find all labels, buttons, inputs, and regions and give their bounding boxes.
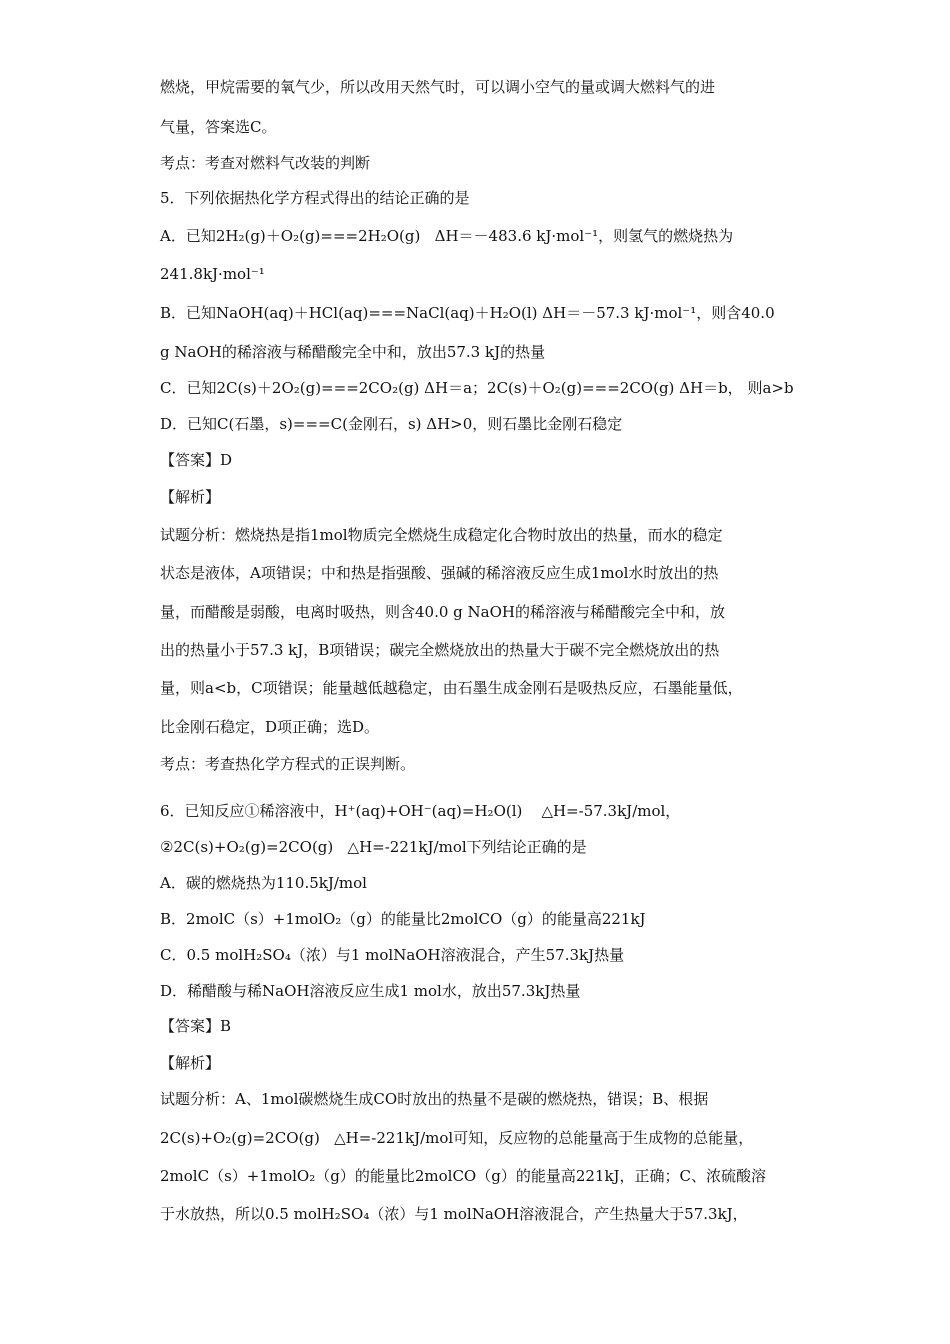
- text-line: 2C(s)+O₂(g)=2CO(g) △H=-221kJ/mol可知，反应物的总能量高于生成物的总能量，: [160, 1129, 754, 1147]
- answer-label: 【答案】D: [160, 451, 233, 469]
- text-line: 于水放热，所以0.5 molH₂SO₄（浓）与1 molNaOH溶液混合，产生热量大于57.3kJ，: [160, 1205, 748, 1223]
- option-line: C．0.5 molH₂SO₄（浓）与1 molNaOH溶液混合，产生57.3kJ热量: [160, 946, 625, 964]
- text-line: 量，而醋酸是弱酸，电离时吸热，则含40.0 g NaOH的稀溶液与稀醋酸完全中和，放: [160, 603, 725, 621]
- text-line: 241.8kJ·mol⁻¹: [160, 265, 265, 283]
- text-line: 出的热量小于57.3 kJ，B项错误；碳完全燃烧放出的热量大于碳不完全燃烧放出的热: [160, 641, 720, 659]
- option-line: A．已知2H₂(g)＋O₂(g)===2H₂O(g) ΔH＝－483.6 kJ·mol⁻¹，则氢气的燃烧热为: [160, 227, 734, 245]
- text-line: 考点：考查热化学方程式的正误判断。: [160, 755, 416, 773]
- text-line: 试题分析：A、1mol碳燃烧生成CO时放出的热量不是碳的燃烧热，错误；B、根据: [160, 1090, 709, 1108]
- option-line: C．已知2C(s)＋2O₂(g)===2CO₂(g) ΔH＝a；2C(s)＋O₂(g)===2CO(g) ΔH＝b， 则a>b: [160, 379, 794, 397]
- question-heading: 5．下列依据热化学方程式得出的结论正确的是: [160, 189, 470, 207]
- text-line: 量，则a<b，C项错误；能量越低越稳定，由石墨生成金刚石是吸热反应，石墨能量低，: [160, 679, 743, 697]
- text-line: 比金刚石稳定，D项正确；选D。: [160, 718, 380, 736]
- text-line: 状态是液体，A项错误；中和热是指强酸、强碱的稀溶液反应生成1mol水时放出的热: [160, 564, 719, 582]
- text-line: 试题分析：燃烧热是指1mol物质完全燃烧生成稳定化合物时放出的热量，而水的稳定: [160, 526, 723, 544]
- option-line: D．已知C(石墨，s)===C(金刚石，s) ΔH>0，则石墨比金刚石稳定: [160, 415, 623, 433]
- option-line: D．稀醋酸与稀NaOH溶液反应生成1 mol水，放出57.3kJ热量: [160, 982, 581, 1000]
- analysis-label: 【解析】: [160, 488, 221, 506]
- question-heading: 6．已知反应①稀溶液中，H⁺(aq)+OH⁻(aq)=H₂O(l) △H=-57.3kJ/mol，: [160, 802, 681, 820]
- text-line: 考点：考查对燃料气改装的判断: [160, 154, 371, 172]
- text-line: g NaOH的稀溶液与稀醋酸完全中和，放出57.3 kJ的热量: [160, 343, 546, 361]
- option-line: B．2molC（s）+1molO₂（g）的能量比2molCO（g）的能量高221kJ: [160, 910, 646, 928]
- option-line: B．已知NaOH(aq)＋HCl(aq)===NaCl(aq)＋H₂O(l) ΔH＝－57.3 kJ·mol⁻¹，则含40.0: [160, 304, 775, 322]
- text-line: 2molC（s）+1molO₂（g）的能量比2molCO（g）的能量高221kJ，正确；C、浓硫酸溶: [160, 1167, 767, 1185]
- option-line: A．碳的燃烧热为110.5kJ/mol: [160, 874, 367, 892]
- text-line: 气量，答案选C。: [160, 118, 277, 136]
- text-line: ②2C(s)+O₂(g)=2CO(g) △H=-221kJ/mol下列结论正确的是: [160, 838, 587, 856]
- analysis-label: 【解析】: [160, 1054, 221, 1072]
- text-line: 燃烧，甲烷需要的氧气少，所以改用天然气时，可以调小空气的量或调大燃料气的进: [160, 78, 716, 96]
- answer-label: 【答案】B: [160, 1017, 232, 1035]
